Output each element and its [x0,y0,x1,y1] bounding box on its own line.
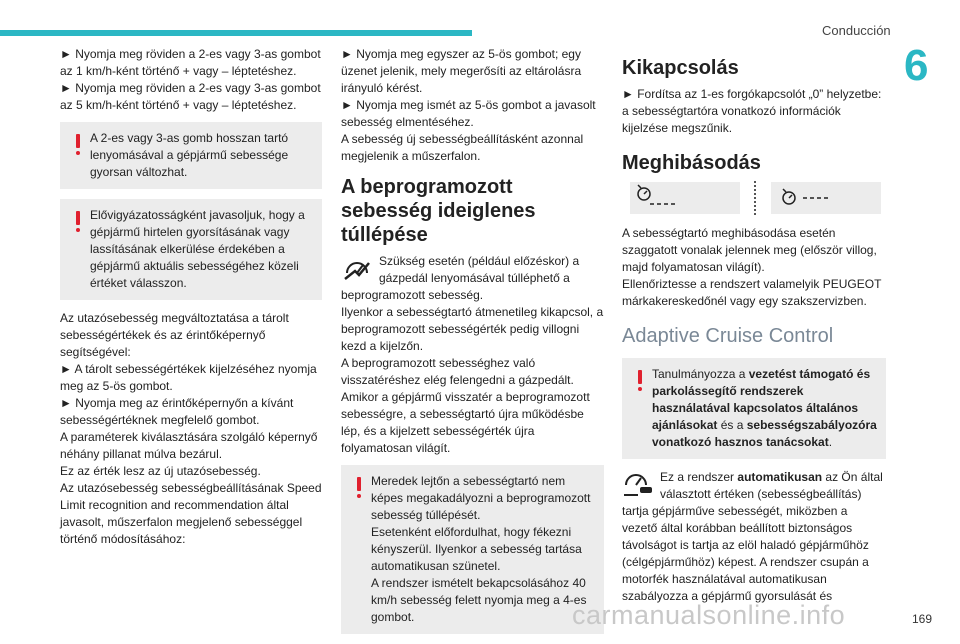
watermark: carmanualsonline.info [572,600,846,630]
paragraph: Az utazósebesség megváltoztatása a tárolt sebességértékek és az érintőképernyő segítségével: [60,311,289,359]
paragraph: Amikor a gépjármű visszatér a beprogramozott sebességre, a sebességtartó újra működésbe lép, és a kijelzett sebességérték újra folyamatosan világít. [341,390,590,455]
exclamation-icon [74,134,82,156]
note-text: Meredek lejtőn a sebességtartó nem képes megakadályozni a beprogramozott sebesség túllépését. [371,474,591,522]
warning-note [622,358,886,459]
section-heading: Meghibásodás [622,152,761,174]
adaptive-cruise-icon [622,469,654,499]
warning-note [341,465,604,634]
paragraph: ► Nyomja meg röviden a 2-es vagy 3-as gombot az 1 km/h-ként történő + vagy – léptetéshez. [60,47,321,78]
paragraph: Ilyenkor a sebességtartó átmenetileg kikapcsol, a beprogramozott sebességérték pedig villogni kezd a kijelzőn. [341,305,604,353]
paragraph: Szükség esetén (például előzéskor) a gázpedál lenyomásával túlléphető a beprogramozott sebesség. [341,254,580,302]
speedometer-overtake-icon [341,253,373,283]
paragraph: ► Nyomja meg egyszer az 5-ös gombot; egy üzenet jelenik, mely megerősíti az eltárolásra irányuló kérést. [341,47,582,95]
note-text: Esetenként előfordulhat, hogy fékezni kényszerül. Ilyenkor a sebesség tartása automatikusan szünetel. [371,525,582,573]
paragraph: ► Nyomja meg ismét az 5-ös gombot a javasolt sebesség elmentéséhez. [341,98,596,129]
paragraph: ► A tárolt sebességértékek kijelzéséhez nyomja meg az 5-ös gombot. [60,362,317,393]
note-text: Tanulmányozza a [652,367,746,381]
section-heading: Adaptive Cruise Control [622,325,834,347]
paragraph: az Ön által választott értéken (sebességbeállítás) tartja gépjárműve sebességét, miközben a vezető által korábban beállított biztonságos távolságot is tartja az elöl haladó gépjárműhöz (célgépjárműhöz) képest. A rendszer csupán a motorfék használatával automatikusan szabályozza a gépjármű gyorsulását és [622,470,883,603]
divider [754,181,757,215]
note-text: . [828,435,833,449]
column-3 [622,46,886,605]
exclamation-icon [355,477,363,499]
paragraph: Ellenőriztesse a rendszert valamelyik PEUGEOT márkakereskedőnél vagy egy szakszervizben. [622,277,882,308]
paragraph: A sebességtartó meghibásodása esetén szaggatott vonalak jelennek meg (először villog, majd folyamatosan világít). [622,226,877,274]
paragraph: A beprogramozott sebességhez való visszatéréshez elég felengedni a gázpedált. [341,356,574,387]
paragraph: ► Nyomja meg az érintőképernyőn a kívánt sebességértéknek megfelelő gombot. [60,396,294,427]
chapter-number: 6 [904,41,929,90]
paragraph: Ez az érték lesz az új utazósebesség. [60,464,261,478]
fault-display-images [622,181,886,215]
section-heading: Kikapcsolás [622,57,739,79]
note-text-bold: sebességszabályozóra vonatkozó hasznos tanácsokat [652,418,877,449]
paragraph: A sebesség új sebességbeállításként azonnal megjelenik a műszerfalon. [341,132,584,163]
warning-note [60,122,322,189]
paragraph: Ez a rendszer [660,470,735,484]
paragraph: A paraméterek kiválasztására szolgáló képernyő néhány pillanat múlva bezárul. [60,430,318,461]
paragraph: Az utazósebesség sebességbeállításának Speed Limit recognition and recommendation által javasolt, műszerfalon megjelenő sebességgel történő módosításához: [60,481,322,546]
acc-block [622,469,886,605]
section-title: Conducción [822,23,891,38]
warning-note [60,199,322,300]
overtake-block [341,253,604,304]
note-text: és a [720,418,744,432]
note-text: A 2-es vagy 3-as gomb hosszan tartó lenyomásával a gépjármű sebessége gyorsan változhat. [90,131,289,179]
column-1 [60,46,322,548]
exclamation-icon [636,370,644,392]
exclamation-icon [74,211,82,233]
page-number: 169 [912,612,933,626]
section-heading: A beprogramozott sebesség ideiglenes túllépése [341,176,536,246]
column-2 [341,46,604,644]
paragraph: ► Nyomja meg röviden a 2-es vagy 3-as gombot az 5 km/h-ként történő + vagy – léptetéshez. [60,81,321,112]
cruise-dashes-icon [630,182,740,214]
paragraph-bold: automatikusan [737,470,823,484]
header-accent-bar [0,30,472,36]
cruise-dashes-icon [771,182,881,214]
note-text-bold: vezetést támogató és parkolássegítő rendszerek használatával kapcsolatos általános ajánlásokat [652,367,871,432]
note-text: A rendszer ismételt bekapcsolásához 40 km/h sebesség felett nyomja meg a 4-es gombot. [371,576,587,624]
note-text: Elővigyázatosságként javasoljuk, hogy a gépjármű hirtelen gyorsításának vagy lassításának elkerülése érdekében a gépjármű aktuális sebességéhez közeli értéket válasszon. [90,208,305,290]
paragraph: ► Fordítsa az 1-es forgókapcsolót „0” helyzetbe: a sebességtartóra vonatkozó információk kijelzése megszűnik. [622,87,882,135]
